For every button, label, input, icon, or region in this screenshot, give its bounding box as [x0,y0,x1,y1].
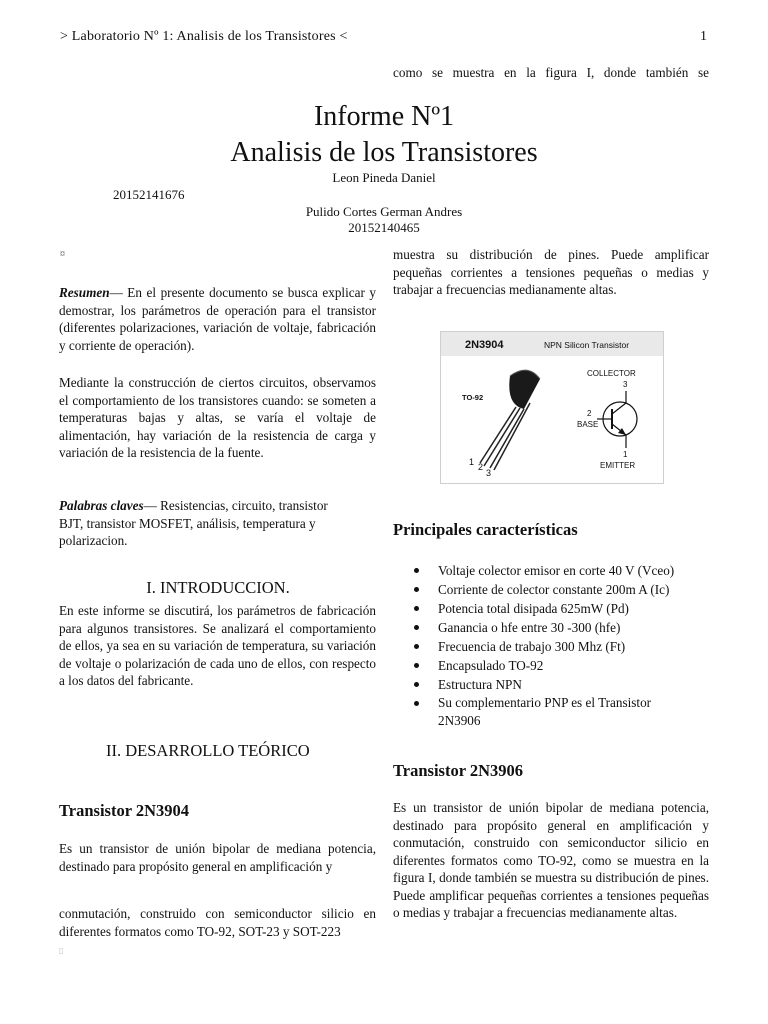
abstract-text-1: En el presente documento se busca explicar y demostrar, los parámetros de operación para el transistor (diferentes polarizaciones, variación de voltaje, fabricación y corriente de operación). [59,285,376,353]
transistor-figure [440,331,664,484]
abstract-dash: — [109,285,123,300]
author-1-id: 20152141676 [113,187,185,202]
page-number: 1 [700,29,708,44]
page-title-line2: Analisis de los Transistores [230,137,538,168]
transistor-2n3904-heading: Transistor 2N3904 [59,801,190,820]
transistor-2n3906-heading: Transistor 2N3906 [393,761,524,780]
figure-collector-label: COLLECTOR [587,369,636,378]
transistor-2n3904-para-2: conmutación, construido con semiconductor silicio en diferentes formatos como TO-92, SOT-23 y SOT-223 [59,906,376,939]
section-2-heading: II. DESARROLLO TEÓRICO [106,741,310,760]
section-1-body: En este informe se discutirá, los parámetros de fabricación para algunos transistores. Se analizará el comportamiento de ellos, ya sea en su variación de temperatura, su variación de voltaje o polarización de cada uno de ellos, con respecto a los datos del fabricante. [59,603,376,688]
figure-leg-1: 1 [469,457,475,467]
figure-part-number: 2N3904 [465,339,504,351]
keywords-text: Resistencias, circuito, transistor BJT, transistor MOSFET, análisis, temperatura y polarizacion. [59,498,328,548]
figure-base-pin: 2 [587,409,592,418]
keywords-dash: — [143,498,157,513]
continued-text-line: como se muestra en la figura I, donde también se [393,65,709,80]
figure-package-label: TO-92 [462,393,484,402]
abstract-paragraph-2: Mediante la construcción de ciertos circuitos, observamos el comportamiento de los transistores cuando: se someten a temperaturas bajas y altas, se varía el voltaje de alimentación, hay variación de la resistencia de carga y variación de la resistencia de la fuente. [59,375,376,460]
footer-mark: ▯ [59,946,64,955]
keywords-label: Palabras claves [59,498,144,513]
page-title-line1: Informe Nº1 [313,101,455,132]
list-item: Encapsulado TO-92 [393,656,693,675]
list-item: Estructura NPN [393,675,693,694]
characteristics-heading: Principales características [393,520,578,539]
abstract-label: Resumen [59,285,110,300]
author-2-name: Pulido Cortes German Andres [305,204,463,219]
figure-base-label: BASE [577,420,599,429]
list-item: Corriente de colector constante 200m A (Ic) [393,580,693,599]
list-item: Su complementario PNP es el Transistor 2N3906 [393,694,668,729]
list-item: Frecuencia de trabajo 300 Mhz (Ft) [393,637,693,656]
transistor-2n3906-body: Es un transistor de unión bipolar de mediana potencia, destinado para propósito general en amplificación y conmutación, construido con semiconductor silicio en diferentes formatos como TO-92, como se muestra en la figura I, donde también se muestra su distribución de pines. Puede amplificar pequeñas corrientes a tensiones pequeñas o medias y trabajar a frecuencias medianamente altas. [393,800,709,920]
figure-leg-3: 3 [486,468,492,478]
section-marker: ¤ [60,249,65,260]
characteristics-list [393,561,693,729]
author-1-name: Leon Pineda Daniel [332,170,436,185]
author-2-id: 20152140465 [348,220,420,235]
transistor-2n3904-para-1: Es un transistor de unión bipolar de mediana potencia, destinado para propósito general en amplificación y [59,841,376,874]
section-1-heading: I. INTRODUCCION. [146,578,290,597]
keywords [59,497,349,550]
figure-emitter-label: EMITTER [600,461,636,470]
list-item: Ganancia o hfe entre 30 -300 (hfe) [393,618,693,637]
figure-leg-2: 2 [478,462,484,472]
figure-collector-pin: 3 [623,380,628,389]
figure-description: NPN Silicon Transistor [544,340,630,350]
list-item: Potencia total disipada 625mW (Pd) [393,599,693,618]
abstract [59,284,376,354]
running-header: > Laboratorio Nº 1: Analisis de los Transistores < [60,29,348,44]
figure-emitter-pin: 1 [623,450,628,459]
list-item: Voltaje colector emisor en corte 40 V (Vceo) [393,561,693,580]
transistor-2n3904-continued: muestra su distribución de pines. Puede amplificar pequeñas corrientes a tensiones pequeñas o medias y trabajar a frecuencias medianamente altas. [393,247,709,297]
